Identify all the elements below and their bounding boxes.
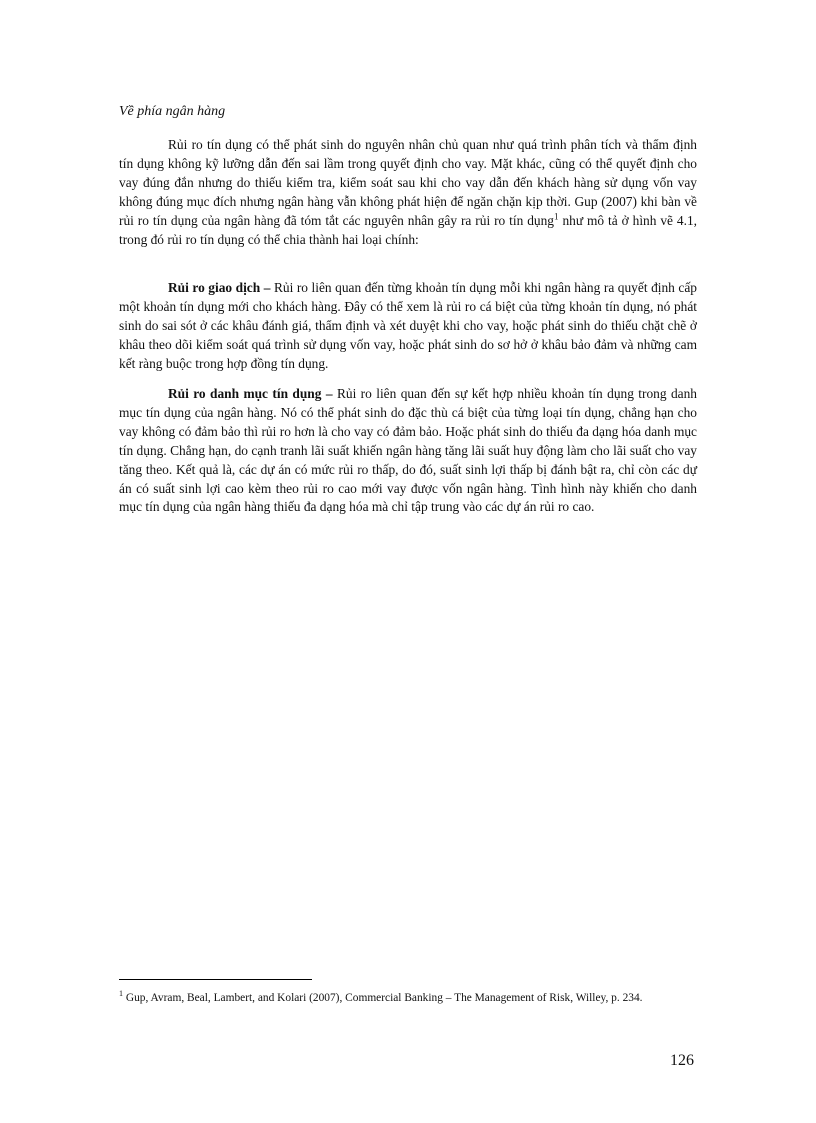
footnote-text: Gup, Avram, Beal, Lambert, and Kolari (2007), Commercial Banking – The Management of Risk, Willey, p. 234.: [125, 992, 643, 1004]
footnote: [119, 990, 679, 1006]
term-heading: Rủi ro danh mục tín dụng –: [168, 386, 333, 401]
page-number: 126: [670, 1052, 694, 1069]
term-heading: Rủi ro giao dịch –: [168, 280, 271, 295]
paragraph-credit-risk-causes: [119, 136, 697, 249]
paragraph-transaction-risk: [119, 279, 697, 374]
paragraph-portfolio-risk: [119, 385, 697, 517]
paragraph-text: như mô tả ở hình vẽ 4.1, trong đó rủi ro tín dụng có thể chia thành hai loại chính:: [119, 212, 698, 247]
section-heading: Về phía ngân hàng: [119, 104, 226, 119]
paragraph-text: Rủi ro tín dụng có thể phát sinh do nguyên nhân chủ quan như quá trình phân tích và thẩm định tín dụng không kỹ lưỡng dẫn đến sai lầm trong quyết định cho vay. Mặt khác, cũng có thể quyết định cho vay đúng đắn nhưng do thiếu kiểm tra, kiểm soát sau khi cho vay dẫn đến khách hàng sử dụng vốn vay không đúng mục đích nhưng ngân hàng vẫn không phát hiện để ngăn chặn kịp thời. Gup (2007) khi bàn về rủi ro tín dụng của ngân hàng đã tóm tắt các nguyên nhân gây ra rủi ro tín dụng: [119, 137, 697, 228]
paragraph-text: Rủi ro liên quan đến từng khoản tín dụng mỗi khi ngân hàng ra quyết định cấp một khoản tín dụng mới cho khách hàng. Đây có thể xem là rủi ro cá biệt của từng khoản tín dụng, nó phát sinh do sai sót ở các khâu đánh giá, thẩm định và xét duyệt khi cho vay, hoặc phát sinh do thiếu chặt chẽ ở khâu theo dõi kiểm soát quá trình sử dụng vốn vay, hoặc phát sinh do sơ hở ở khâu bảo đảm và những cam kết ràng buộc trong hợp đồng tín dụng.: [119, 280, 697, 371]
paragraph-text: Rủi ro liên quan đến sự kết hợp nhiều khoản tín dụng trong danh mục tín dụng của ngân hàng. Nó có thể phát sinh do đặc thù cá biệt của từng loại tín dụng, chẳng hạn cho vay không có đảm bảo thì rủi ro hơn là cho vay có đảm bảo. Hoặc phát sinh do thiếu đa dạng hóa danh mục tín dụng. Chẳng hạn, do cạnh tranh lãi suất khiến ngân hàng tăng lãi suất huy động làm cho lãi suất cho vay tăng theo. Kết quả là, các dự án có mức rủi ro thấp, do đó, suất sinh lợi thấp bị đánh bật ra, chỉ còn các dự án có suất sinh lợi cao kèm theo rủi ro cao mới vay được vốn ngân hàng. Tình hình này khiến cho danh mục tín dụng của ngân hàng thiếu đa dạng hóa mà chỉ tập trung vào các dự án rủi ro cao.: [119, 386, 697, 515]
footnote-mark: 1: [119, 989, 123, 999]
footnote-separator: [119, 979, 312, 980]
footnote-reference: 1: [554, 211, 559, 222]
